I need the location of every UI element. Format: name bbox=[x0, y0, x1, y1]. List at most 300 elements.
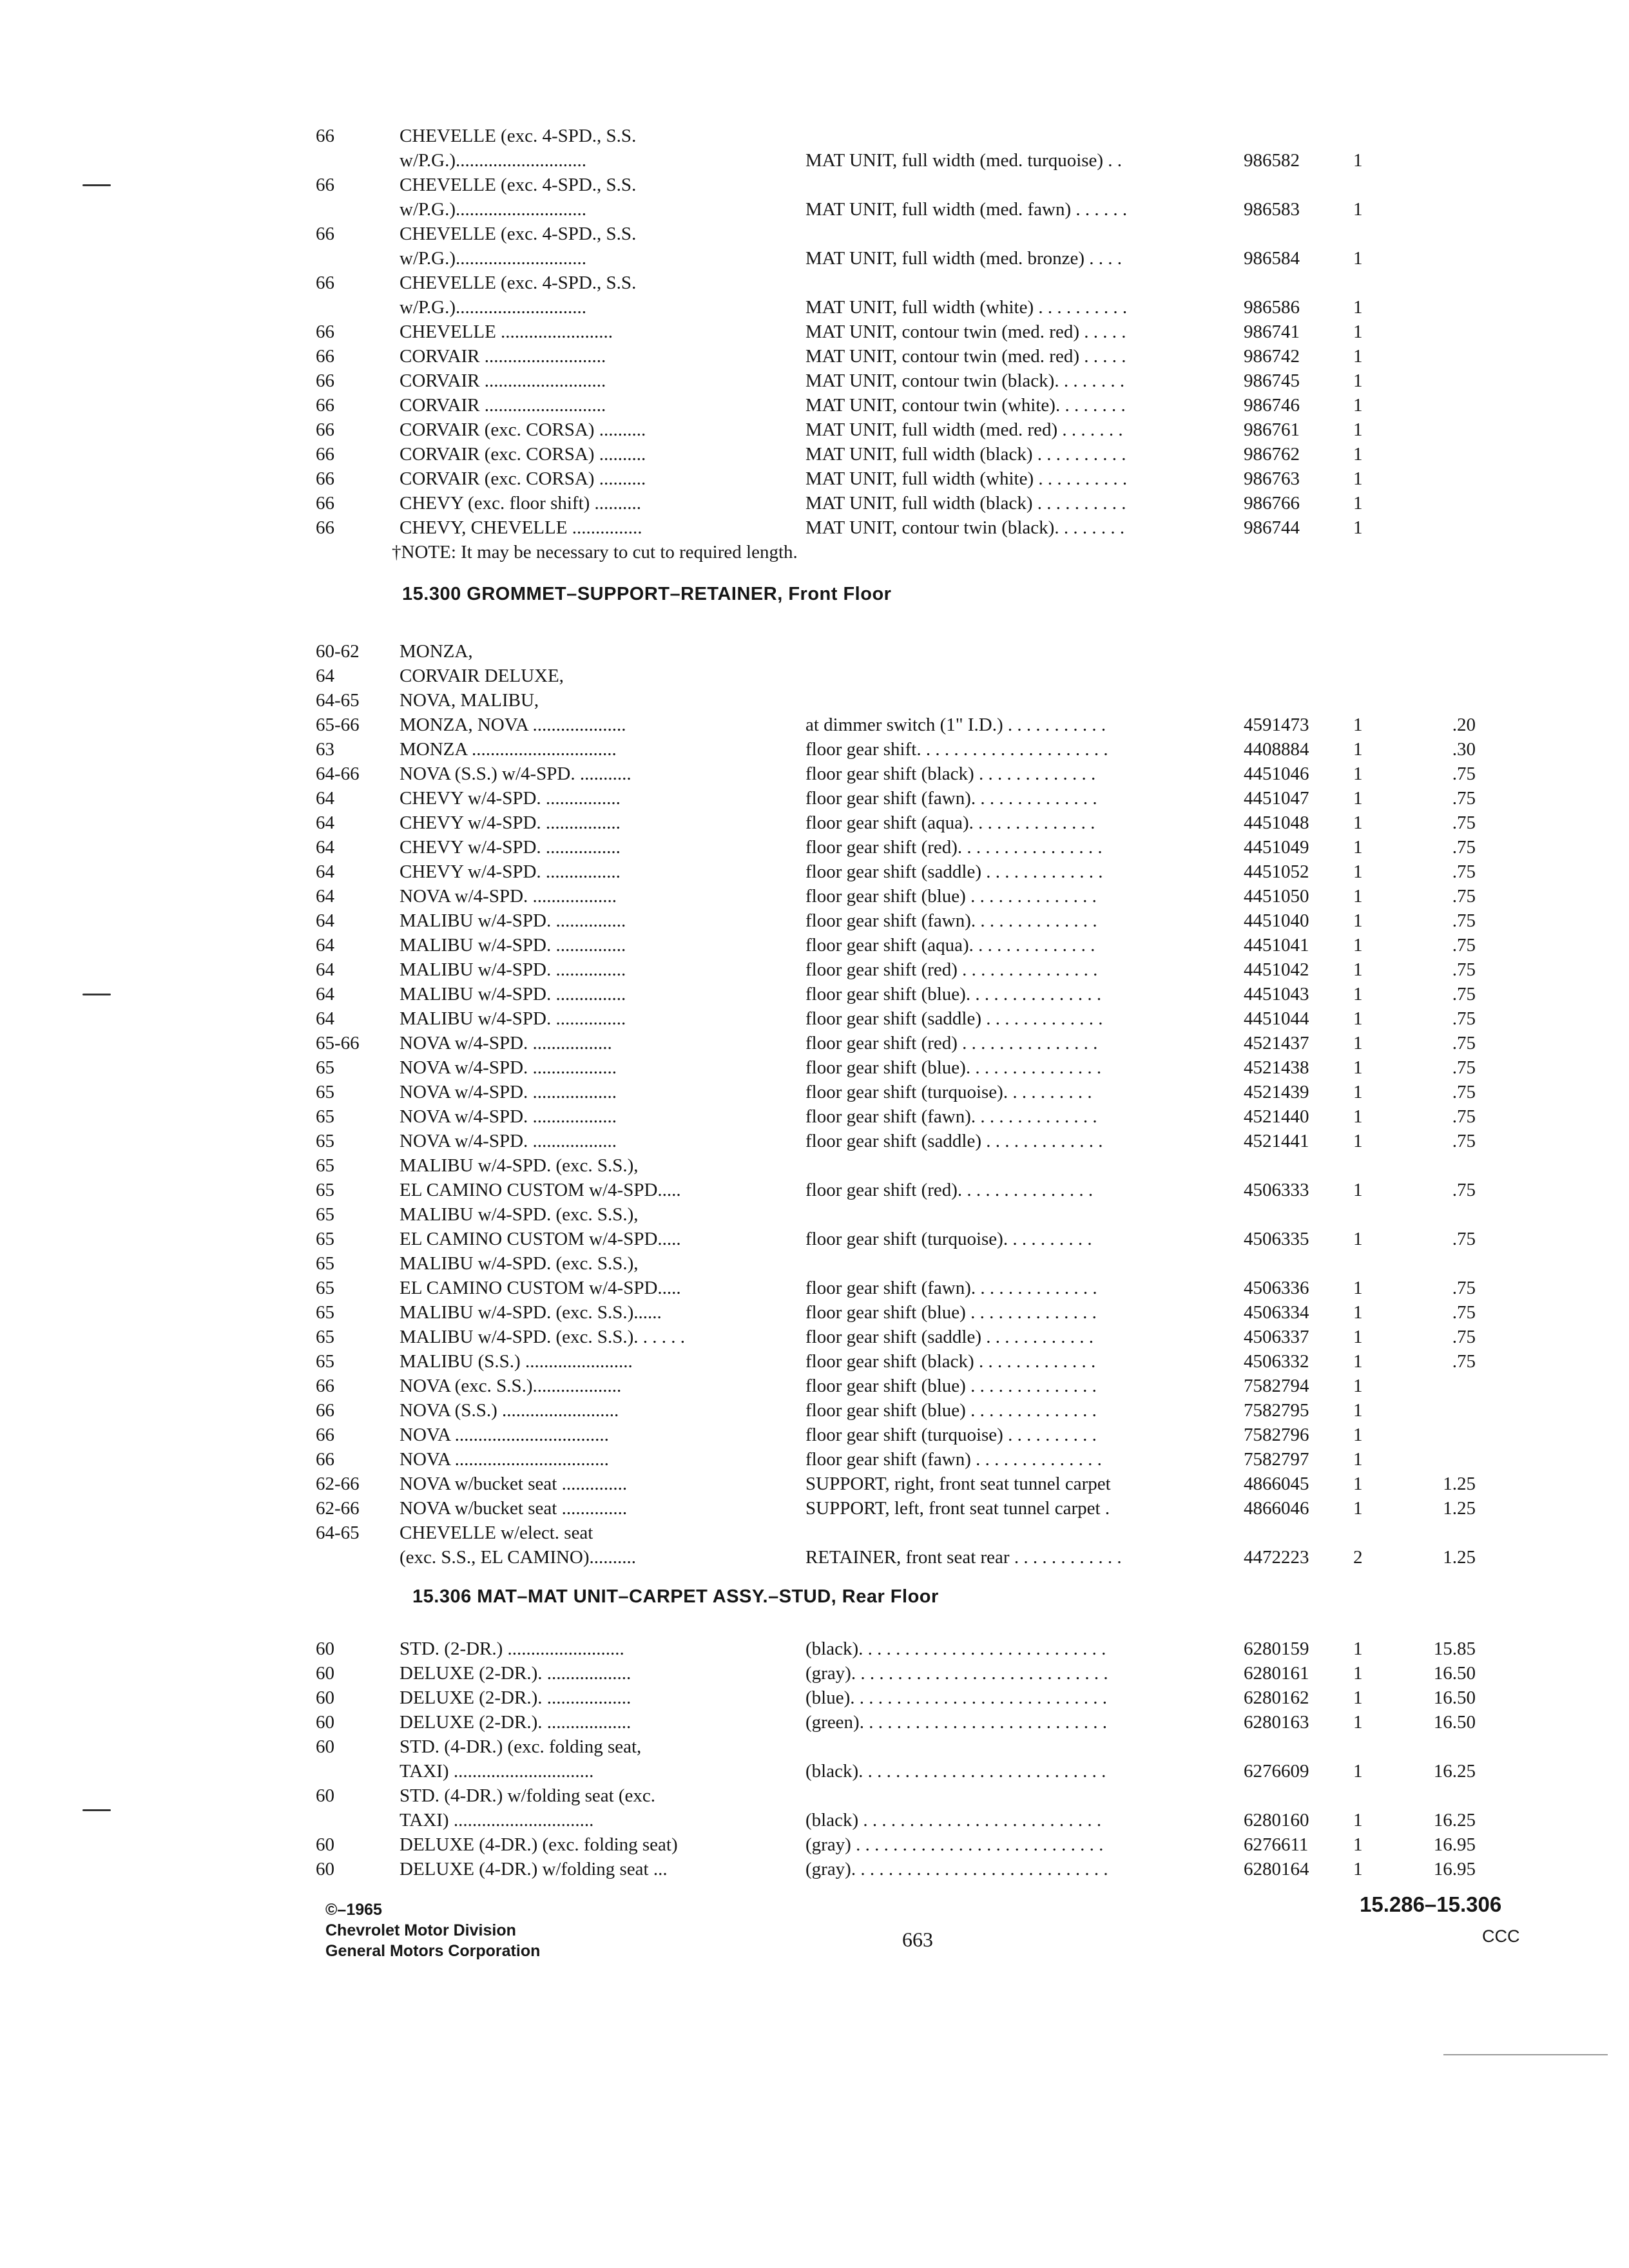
model-cell: DELUXE (2-DR.). .................. bbox=[400, 1663, 631, 1684]
model-cell: TAXI) .............................. bbox=[400, 1810, 594, 1831]
model-cell: DELUXE (2-DR.). .................. bbox=[400, 1687, 631, 1708]
year-cell: 63 bbox=[316, 739, 334, 760]
table-row bbox=[316, 1031, 1540, 1055]
year-cell: 60 bbox=[316, 1834, 334, 1855]
quantity-cell: 1 bbox=[1353, 346, 1363, 367]
table-row bbox=[316, 148, 1540, 173]
model-cell: STD. (4-DR.) w/folding seat (exc. bbox=[400, 1785, 656, 1806]
quantity-cell: 1 bbox=[1353, 1663, 1363, 1684]
footer-corporation: General Motors Corporation bbox=[325, 1942, 541, 1960]
model-cell: CORVAIR (exc. CORSA) .......... bbox=[400, 444, 646, 465]
model-cell: NOVA w/4-SPD. .................. bbox=[400, 1082, 617, 1102]
table-row bbox=[316, 1637, 1540, 1661]
part-number-cell: 986586 bbox=[1244, 297, 1300, 318]
model-cell: w/P.G.)............................ bbox=[400, 150, 587, 171]
table-row bbox=[316, 762, 1540, 786]
table-row bbox=[316, 1423, 1540, 1447]
year-cell: 60-62 bbox=[316, 641, 360, 662]
year-cell: 64 bbox=[316, 812, 334, 833]
year-cell: 65 bbox=[316, 1327, 334, 1347]
part-number-cell: 4506335 bbox=[1244, 1229, 1309, 1249]
price-cell: 1.25 bbox=[1443, 1547, 1476, 1568]
model-cell: w/P.G.)............................ bbox=[400, 248, 587, 269]
year-cell: 65 bbox=[316, 1155, 334, 1176]
model-cell: CORVAIR DELUXE, bbox=[400, 666, 564, 686]
model-cell: MALIBU w/4-SPD. (exc. S.S.), bbox=[400, 1204, 639, 1225]
part-number-cell: 4521438 bbox=[1244, 1057, 1309, 1078]
quantity-cell: 1 bbox=[1353, 1639, 1363, 1659]
price-cell: .75 bbox=[1452, 886, 1476, 907]
part-number-cell: 4451052 bbox=[1244, 861, 1309, 882]
margin-dash bbox=[82, 1809, 111, 1811]
margin-dash bbox=[82, 184, 111, 186]
model-cell: NOVA w/4-SPD. .................. bbox=[400, 1106, 617, 1127]
quantity-cell: 1 bbox=[1353, 812, 1363, 833]
model-cell: CORVAIR .......................... bbox=[400, 395, 606, 416]
part-number-cell: 7582796 bbox=[1244, 1425, 1309, 1445]
year-cell: 64 bbox=[316, 935, 334, 956]
table-row bbox=[316, 1006, 1540, 1031]
year-cell: 60 bbox=[316, 1663, 334, 1684]
quantity-cell: 1 bbox=[1353, 1687, 1363, 1708]
part-number-cell: 4451049 bbox=[1244, 837, 1309, 858]
year-cell: 65 bbox=[316, 1131, 334, 1151]
description-cell: (green). . . . . . . . . . . . . . . . . . . . . . . . . . . bbox=[805, 1712, 1107, 1733]
table-row bbox=[316, 1178, 1540, 1202]
year-cell: 65 bbox=[316, 1253, 334, 1274]
year-cell: 66 bbox=[316, 175, 334, 195]
table-row bbox=[316, 1735, 1540, 1759]
part-number-cell: 4506337 bbox=[1244, 1327, 1309, 1347]
description-cell: MAT UNIT, full width (med. fawn) . . . . . . bbox=[805, 199, 1128, 220]
table-row bbox=[316, 1496, 1540, 1521]
table-row bbox=[316, 1857, 1540, 1881]
description-cell: MAT UNIT, contour twin (black). . . . . . . . bbox=[805, 517, 1125, 538]
quantity-cell: 1 bbox=[1353, 1302, 1363, 1323]
part-number-cell: 986745 bbox=[1244, 370, 1300, 391]
quantity-cell: 1 bbox=[1353, 959, 1363, 980]
model-cell: MALIBU w/4-SPD. ............... bbox=[400, 935, 626, 956]
part-number-cell: 4472223 bbox=[1244, 1547, 1309, 1568]
model-cell: MALIBU (S.S.) ....................... bbox=[400, 1351, 633, 1372]
quantity-cell: 1 bbox=[1353, 1327, 1363, 1347]
note-row bbox=[316, 540, 1540, 564]
part-number-cell: 986742 bbox=[1244, 346, 1300, 367]
description-cell: MAT UNIT, full width (med. bronze) . . . . bbox=[805, 248, 1123, 269]
quantity-cell: 1 bbox=[1353, 935, 1363, 956]
year-cell: 64 bbox=[316, 910, 334, 931]
year-cell: 66 bbox=[316, 1376, 334, 1396]
description-cell: floor gear shift (saddle) . . . . . . . . . . . . . bbox=[805, 861, 1103, 882]
description-cell: floor gear shift (blue) . . . . . . . . . . . . . . bbox=[805, 886, 1097, 907]
quantity-cell: 1 bbox=[1353, 395, 1363, 416]
part-number-cell: 4451050 bbox=[1244, 886, 1309, 907]
description-cell: floor gear shift (red). . . . . . . . . . . . . . . bbox=[805, 1180, 1094, 1200]
model-cell: NOVA (S.S.) ......................... bbox=[400, 1400, 619, 1421]
year-cell: 65 bbox=[316, 1057, 334, 1078]
description-cell: floor gear shift (fawn). . . . . . . . . . . . . . bbox=[805, 910, 1097, 931]
footer-code: CCC bbox=[1482, 1927, 1520, 1946]
table-row bbox=[316, 1251, 1540, 1276]
model-cell: CHEVY w/4-SPD. ................ bbox=[400, 812, 621, 833]
part-number-cell: 4506336 bbox=[1244, 1278, 1309, 1298]
year-cell: 65 bbox=[316, 1351, 334, 1372]
part-number-cell: 986762 bbox=[1244, 444, 1300, 465]
quantity-cell: 1 bbox=[1353, 1400, 1363, 1421]
table-row bbox=[316, 393, 1540, 418]
part-number-cell: 4451047 bbox=[1244, 788, 1309, 809]
price-cell: .30 bbox=[1452, 739, 1476, 760]
table-row bbox=[316, 491, 1540, 515]
quantity-cell: 1 bbox=[1353, 1859, 1363, 1879]
table-row bbox=[316, 1276, 1540, 1300]
quantity-cell: 1 bbox=[1353, 419, 1363, 440]
quantity-cell: 1 bbox=[1353, 1810, 1363, 1831]
model-cell: NOVA w/4-SPD. .................. bbox=[400, 1131, 617, 1151]
year-cell: 60 bbox=[316, 1785, 334, 1806]
description-cell: floor gear shift. . . . . . . . . . . . . . . . . . . . . bbox=[805, 739, 1108, 760]
table-row bbox=[316, 197, 1540, 222]
quantity-cell: 1 bbox=[1353, 910, 1363, 931]
table-row bbox=[316, 1783, 1540, 1808]
model-cell: DELUXE (4-DR.) (exc. folding seat) bbox=[400, 1834, 678, 1855]
table-row bbox=[316, 1832, 1540, 1857]
quantity-cell: 1 bbox=[1353, 715, 1363, 735]
table-row bbox=[316, 1153, 1540, 1178]
description-cell: MAT UNIT, full width (med. turquoise) . . bbox=[805, 150, 1123, 171]
quantity-cell: 1 bbox=[1353, 984, 1363, 1004]
description-cell: MAT UNIT, contour twin (white). . . . . . . . bbox=[805, 395, 1126, 416]
model-cell: CORVAIR (exc. CORSA) .......... bbox=[400, 468, 646, 489]
model-cell: STD. (4-DR.) (exc. folding seat, bbox=[400, 1736, 642, 1757]
model-cell: CHEVELLE w/elect. seat bbox=[400, 1523, 593, 1543]
description-cell: (gray) . . . . . . . . . . . . . . . . . . . . . . . . . . . bbox=[805, 1834, 1104, 1855]
quantity-cell: 1 bbox=[1353, 1761, 1363, 1782]
description-cell: floor gear shift (saddle) . . . . . . . . . . . . . bbox=[805, 1008, 1103, 1029]
rear-floor-mat-table bbox=[316, 1637, 1540, 1881]
quantity-cell: 1 bbox=[1353, 739, 1363, 760]
model-cell: DELUXE (4-DR.) w/folding seat ... bbox=[400, 1859, 668, 1879]
quantity-cell: 1 bbox=[1353, 1425, 1363, 1445]
model-cell: STD. (2-DR.) ......................... bbox=[400, 1639, 624, 1659]
part-number-cell: 4866045 bbox=[1244, 1474, 1309, 1494]
table-row bbox=[316, 1080, 1540, 1104]
part-number-cell: 4408884 bbox=[1244, 739, 1309, 760]
table-row bbox=[316, 786, 1540, 811]
year-cell: 65 bbox=[316, 1302, 334, 1323]
model-cell: (exc. S.S., EL CAMINO).......... bbox=[400, 1547, 637, 1568]
quantity-cell: 1 bbox=[1353, 493, 1363, 514]
price-cell: .75 bbox=[1452, 1106, 1476, 1127]
footer-copyright: ©–1965 bbox=[325, 1901, 382, 1919]
part-number-cell: 986582 bbox=[1244, 150, 1300, 171]
margin-dash bbox=[82, 994, 111, 995]
quantity-cell: 1 bbox=[1353, 1057, 1363, 1078]
part-number-cell: 4506334 bbox=[1244, 1302, 1309, 1323]
quantity-cell: 1 bbox=[1353, 1834, 1363, 1855]
year-cell: 66 bbox=[316, 322, 334, 342]
description-cell: (gray). . . . . . . . . . . . . . . . . . . . . . . . . . . . bbox=[805, 1859, 1108, 1879]
page-number: 663 bbox=[902, 1928, 933, 1951]
part-number-cell: 6280162 bbox=[1244, 1687, 1309, 1708]
table-row bbox=[316, 1349, 1540, 1374]
quantity-cell: 1 bbox=[1353, 1131, 1363, 1151]
part-number-cell: 986761 bbox=[1244, 419, 1300, 440]
table-row bbox=[316, 1759, 1540, 1783]
footer-publisher bbox=[325, 1899, 540, 1961]
description-cell: floor gear shift (fawn). . . . . . . . . . . . . . bbox=[805, 788, 1097, 809]
description-cell: floor gear shift (fawn). . . . . . . . . . . . . . bbox=[805, 1278, 1097, 1298]
quantity-cell: 1 bbox=[1353, 1351, 1363, 1372]
table-row bbox=[316, 713, 1540, 737]
year-cell: 64 bbox=[316, 984, 334, 1004]
description-cell: floor gear shift (red) . . . . . . . . . . . . . . . bbox=[805, 959, 1098, 980]
quantity-cell: 1 bbox=[1353, 1449, 1363, 1470]
part-number-cell: 4451041 bbox=[1244, 935, 1309, 956]
table-row bbox=[316, 933, 1540, 957]
part-number-cell: 7582794 bbox=[1244, 1376, 1309, 1396]
table-row bbox=[316, 688, 1540, 713]
model-cell: NOVA w/4-SPD. ................. bbox=[400, 1033, 612, 1053]
table-row bbox=[316, 1521, 1540, 1545]
price-cell: .75 bbox=[1452, 812, 1476, 833]
description-cell: floor gear shift (turquoise) . . . . . . . . . . bbox=[805, 1425, 1097, 1445]
year-cell: 60 bbox=[316, 1639, 334, 1659]
table-row bbox=[316, 1808, 1540, 1832]
description-cell: (black) . . . . . . . . . . . . . . . . . . . . . . . . . . bbox=[805, 1810, 1102, 1831]
description-cell: floor gear shift (aqua). . . . . . . . . . . . . . bbox=[805, 935, 1095, 956]
price-cell: .75 bbox=[1452, 1131, 1476, 1151]
year-cell: 65 bbox=[316, 1278, 334, 1298]
table-row bbox=[316, 320, 1540, 344]
description-cell: MAT UNIT, full width (white) . . . . . . . . . . bbox=[805, 468, 1128, 489]
length-note: †NOTE: It may be necessary to cut to required length. bbox=[392, 542, 798, 562]
quantity-cell: 1 bbox=[1353, 199, 1363, 220]
part-number-cell: 986766 bbox=[1244, 493, 1300, 514]
price-cell: .75 bbox=[1452, 1057, 1476, 1078]
year-cell: 66 bbox=[316, 444, 334, 465]
model-cell: MALIBU w/4-SPD. (exc. S.S.). . . . . . bbox=[400, 1327, 686, 1347]
quantity-cell: 1 bbox=[1353, 1180, 1363, 1200]
year-cell: 66 bbox=[316, 468, 334, 489]
price-cell: .75 bbox=[1452, 1351, 1476, 1372]
price-cell: 16.50 bbox=[1433, 1712, 1476, 1733]
part-number-cell: 4521437 bbox=[1244, 1033, 1309, 1053]
model-cell: NOVA w/4-SPD. .................. bbox=[400, 886, 617, 907]
year-cell: 66 bbox=[316, 1425, 334, 1445]
price-cell: 16.25 bbox=[1433, 1761, 1476, 1782]
year-cell: 66 bbox=[316, 224, 334, 244]
year-cell: 65 bbox=[316, 1180, 334, 1200]
part-number-cell: 4451043 bbox=[1244, 984, 1309, 1004]
year-cell: 66 bbox=[316, 126, 334, 146]
year-cell: 64 bbox=[316, 837, 334, 858]
model-cell: NOVA w/bucket seat .............. bbox=[400, 1498, 628, 1519]
quantity-cell: 1 bbox=[1353, 1498, 1363, 1519]
part-number-cell: 986584 bbox=[1244, 248, 1300, 269]
description-cell: floor gear shift (black) . . . . . . . . . . . . . bbox=[805, 1351, 1096, 1372]
description-cell: floor gear shift (saddle) . . . . . . . . . . . . . bbox=[805, 1131, 1103, 1151]
quantity-cell: 1 bbox=[1353, 861, 1363, 882]
table-row bbox=[316, 908, 1540, 933]
quantity-cell: 1 bbox=[1353, 837, 1363, 858]
description-cell: at dimmer switch (1" I.D.) . . . . . . . . . . . bbox=[805, 715, 1106, 735]
year-cell: 66 bbox=[316, 1400, 334, 1421]
table-row bbox=[316, 1447, 1540, 1472]
quantity-cell: 1 bbox=[1353, 297, 1363, 318]
year-cell: 65 bbox=[316, 1106, 334, 1127]
description-cell: floor gear shift (fawn). . . . . . . . . . . . . . bbox=[805, 1106, 1097, 1127]
year-cell: 66 bbox=[316, 346, 334, 367]
model-cell: CORVAIR .......................... bbox=[400, 370, 606, 391]
model-cell: MALIBU w/4-SPD. ............... bbox=[400, 910, 626, 931]
part-number-cell: 7582795 bbox=[1244, 1400, 1309, 1421]
model-cell: DELUXE (2-DR.). .................. bbox=[400, 1712, 631, 1733]
price-cell: 16.50 bbox=[1433, 1663, 1476, 1684]
year-cell: 64-65 bbox=[316, 690, 360, 711]
part-number-cell: 7582797 bbox=[1244, 1449, 1309, 1470]
quantity-cell: 1 bbox=[1353, 1106, 1363, 1127]
quantity-cell: 1 bbox=[1353, 1278, 1363, 1298]
table-row bbox=[316, 1398, 1540, 1423]
year-cell: 65-66 bbox=[316, 715, 360, 735]
description-cell: MAT UNIT, full width (black) . . . . . . . . . . bbox=[805, 493, 1126, 514]
price-cell: 16.95 bbox=[1433, 1834, 1476, 1855]
description-cell: SUPPORT, right, front seat tunnel carpet bbox=[805, 1474, 1111, 1494]
year-cell: 66 bbox=[316, 273, 334, 293]
quantity-cell: 1 bbox=[1353, 1033, 1363, 1053]
table-row bbox=[316, 295, 1540, 320]
quantity-cell: 2 bbox=[1353, 1547, 1363, 1568]
price-cell: .75 bbox=[1452, 1229, 1476, 1249]
model-cell: MONZA, bbox=[400, 641, 473, 662]
quantity-cell: 1 bbox=[1353, 444, 1363, 465]
model-cell: CHEVY w/4-SPD. ................ bbox=[400, 837, 621, 858]
description-cell: MAT UNIT, full width (white) . . . . . . . . . . bbox=[805, 297, 1128, 318]
footer-range: 15.286–15.306 bbox=[1360, 1892, 1502, 1916]
table-row bbox=[316, 982, 1540, 1006]
table-row bbox=[316, 344, 1540, 369]
model-cell: CORVAIR .......................... bbox=[400, 346, 606, 367]
model-cell: MALIBU w/4-SPD. ............... bbox=[400, 1008, 626, 1029]
year-cell: 60 bbox=[316, 1712, 334, 1733]
part-number-cell: 4506333 bbox=[1244, 1180, 1309, 1200]
part-number-cell: 4451048 bbox=[1244, 812, 1309, 833]
price-cell: .75 bbox=[1452, 1278, 1476, 1298]
price-cell: .75 bbox=[1452, 1008, 1476, 1029]
grommet-support-retainer-table bbox=[316, 639, 1540, 1570]
model-cell: MALIBU w/4-SPD. (exc. S.S.)...... bbox=[400, 1302, 662, 1323]
table-row bbox=[316, 957, 1540, 982]
table-row bbox=[316, 418, 1540, 442]
year-cell: 60 bbox=[316, 1859, 334, 1879]
table-row bbox=[316, 639, 1540, 664]
price-cell: .75 bbox=[1452, 861, 1476, 882]
price-cell: 15.85 bbox=[1433, 1639, 1476, 1659]
model-cell: NOVA (S.S.) w/4-SPD. ........... bbox=[400, 764, 631, 784]
section-heading-15-306: 15.306 MAT–MAT UNIT–CARPET ASSY.–STUD, Rear Floor bbox=[412, 1586, 939, 1607]
description-cell: MAT UNIT, full width (black) . . . . . . . . . . bbox=[805, 444, 1126, 465]
price-cell: .75 bbox=[1452, 959, 1476, 980]
price-cell: 16.25 bbox=[1433, 1810, 1476, 1831]
model-cell: MONZA, NOVA .................... bbox=[400, 715, 626, 735]
description-cell: (black). . . . . . . . . . . . . . . . . . . . . . . . . . . bbox=[805, 1761, 1106, 1782]
part-number-cell: 4451042 bbox=[1244, 959, 1309, 980]
price-cell: .75 bbox=[1452, 1327, 1476, 1347]
year-cell: 66 bbox=[316, 493, 334, 514]
table-row bbox=[316, 1686, 1540, 1710]
price-cell: .75 bbox=[1452, 910, 1476, 931]
model-cell: CHEVELLE (exc. 4-SPD., S.S. bbox=[400, 224, 637, 244]
quantity-cell: 1 bbox=[1353, 764, 1363, 784]
table-row bbox=[316, 811, 1540, 835]
year-cell: 64-66 bbox=[316, 764, 360, 784]
model-cell: CHEVELLE (exc. 4-SPD., S.S. bbox=[400, 175, 637, 195]
model-cell: CHEVY, CHEVELLE ............... bbox=[400, 517, 642, 538]
part-number-cell: 6276611 bbox=[1244, 1834, 1309, 1855]
year-cell: 62-66 bbox=[316, 1474, 360, 1494]
table-row bbox=[316, 1710, 1540, 1735]
year-cell: 62-66 bbox=[316, 1498, 360, 1519]
part-number-cell: 4521440 bbox=[1244, 1106, 1309, 1127]
model-cell: MALIBU w/4-SPD. (exc. S.S.), bbox=[400, 1253, 639, 1274]
description-cell: (black). . . . . . . . . . . . . . . . . . . . . . . . . . . bbox=[805, 1639, 1106, 1659]
quantity-cell: 1 bbox=[1353, 788, 1363, 809]
section-heading-15-300: 15.300 GROMMET–SUPPORT–RETAINER, Front Floor bbox=[402, 584, 892, 604]
description-cell: floor gear shift (red) . . . . . . . . . . . . . . . bbox=[805, 1033, 1098, 1053]
model-cell: CHEVY w/4-SPD. ................ bbox=[400, 788, 621, 809]
description-cell: floor gear shift (blue). . . . . . . . . . . . . . . bbox=[805, 984, 1102, 1004]
quantity-cell: 1 bbox=[1353, 1008, 1363, 1029]
price-cell: 1.25 bbox=[1443, 1474, 1476, 1494]
year-cell: 60 bbox=[316, 1687, 334, 1708]
model-cell: MALIBU w/4-SPD. (exc. S.S.), bbox=[400, 1155, 639, 1176]
table-row bbox=[316, 1055, 1540, 1080]
price-cell: .20 bbox=[1452, 715, 1476, 735]
table-row bbox=[316, 737, 1540, 762]
model-cell: EL CAMINO CUSTOM w/4-SPD..... bbox=[400, 1180, 681, 1200]
part-number-cell: 6280161 bbox=[1244, 1663, 1309, 1684]
model-cell: CHEVELLE (exc. 4-SPD., S.S. bbox=[400, 273, 637, 293]
table-row bbox=[316, 1129, 1540, 1153]
part-number-cell: 986763 bbox=[1244, 468, 1300, 489]
model-cell: CHEVY (exc. floor shift) .......... bbox=[400, 493, 642, 514]
table-row bbox=[316, 271, 1540, 295]
table-row bbox=[316, 466, 1540, 491]
description-cell: floor gear shift (red). . . . . . . . . . . . . . . . bbox=[805, 837, 1103, 858]
table-row bbox=[316, 369, 1540, 393]
model-cell: MALIBU w/4-SPD. ............... bbox=[400, 959, 626, 980]
description-cell: floor gear shift (blue) . . . . . . . . . . . . . . bbox=[805, 1400, 1097, 1421]
part-number-cell: 986744 bbox=[1244, 517, 1300, 538]
table-row bbox=[316, 222, 1540, 246]
table-row bbox=[316, 884, 1540, 908]
table-row bbox=[316, 246, 1540, 271]
description-cell: MAT UNIT, full width (med. red) . . . . . . . bbox=[805, 419, 1123, 440]
model-cell: NOVA ................................. bbox=[400, 1449, 609, 1470]
model-cell: NOVA w/bucket seat .............. bbox=[400, 1474, 628, 1494]
price-cell: 1.25 bbox=[1443, 1498, 1476, 1519]
year-cell: 65 bbox=[316, 1082, 334, 1102]
description-cell: floor gear shift (blue) . . . . . . . . . . . . . . bbox=[805, 1376, 1097, 1396]
price-cell: 16.50 bbox=[1433, 1687, 1476, 1708]
model-cell: NOVA, MALIBU, bbox=[400, 690, 539, 711]
table-row bbox=[316, 442, 1540, 466]
table-row bbox=[316, 1472, 1540, 1496]
year-cell: 64 bbox=[316, 666, 334, 686]
year-cell: 64 bbox=[316, 886, 334, 907]
year-cell: 66 bbox=[316, 517, 334, 538]
